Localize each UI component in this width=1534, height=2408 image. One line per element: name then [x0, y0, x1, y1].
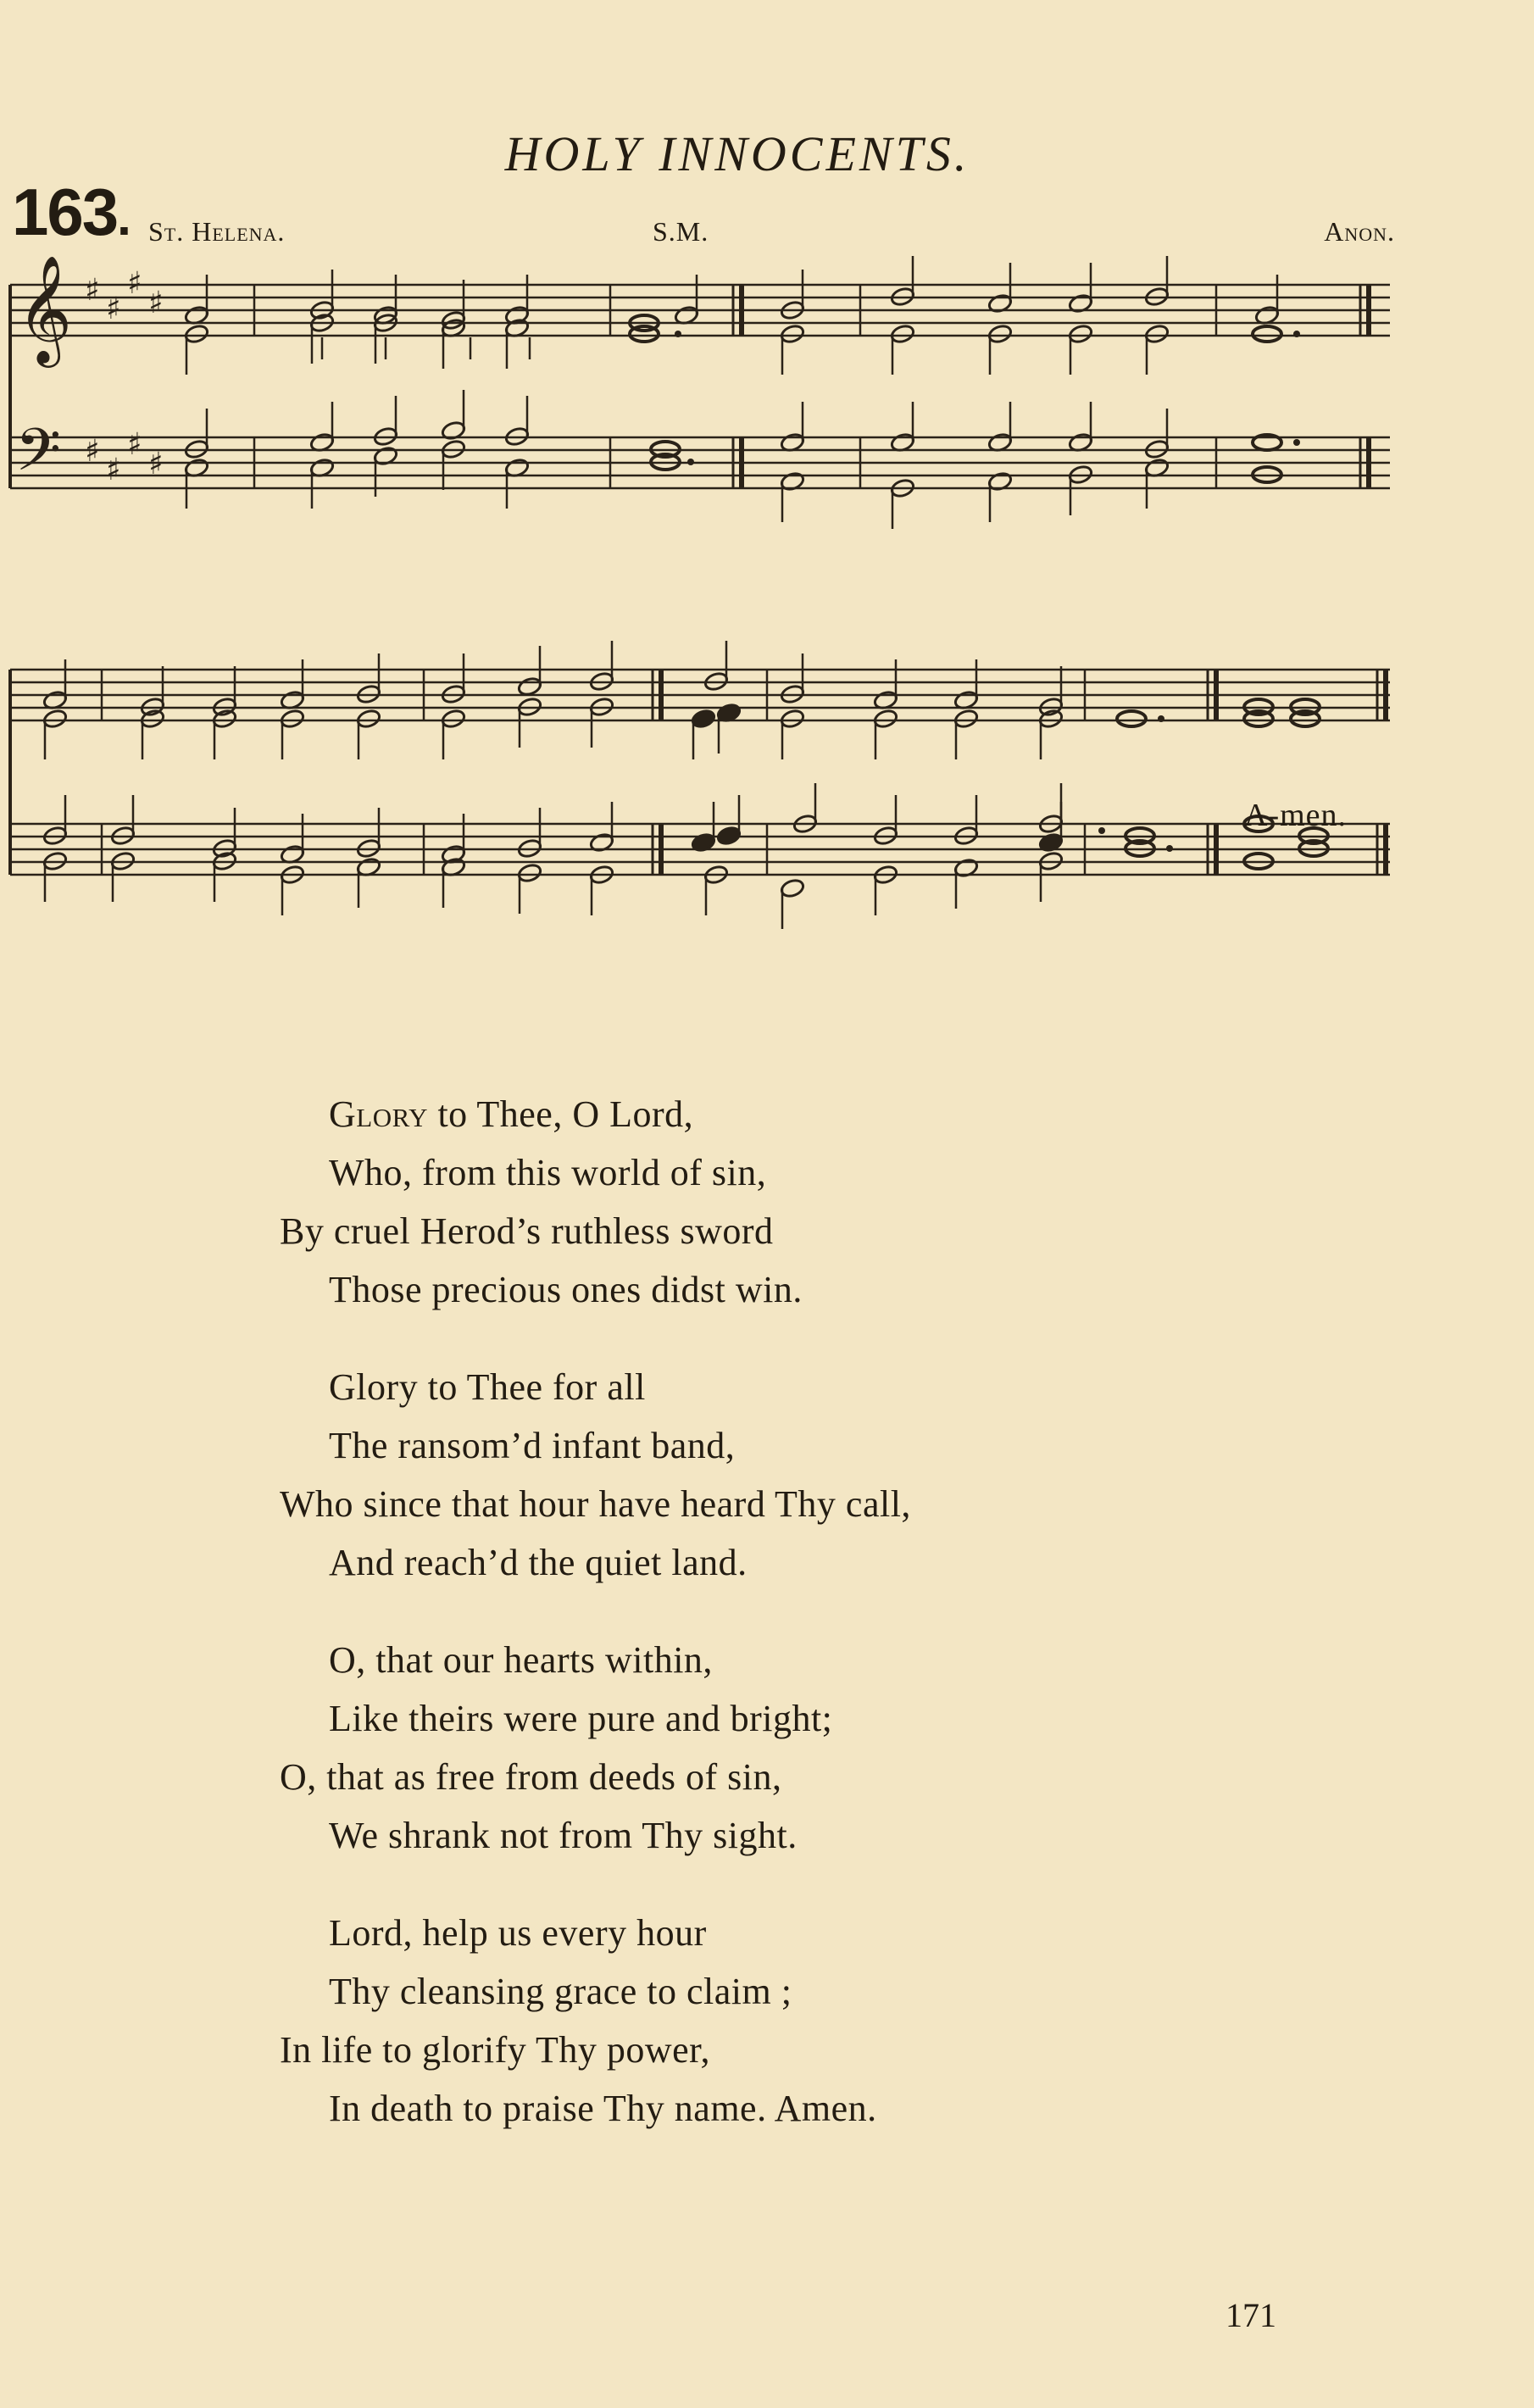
verse-text: O, that as free from deeds of sin,: [280, 1756, 782, 1798]
barlines: [10, 285, 1386, 875]
sharp-icon: ♯: [106, 292, 121, 326]
note: [1144, 256, 1170, 307]
note: [441, 318, 466, 369]
note: [674, 275, 699, 325]
note: [953, 709, 979, 759]
sharp-icon: ♯: [127, 427, 142, 462]
note: [441, 653, 466, 704]
note: [356, 653, 381, 704]
note: [780, 709, 805, 759]
verse-text: In death to praise Thy name. Amen.: [329, 2088, 877, 2129]
note: [1068, 324, 1093, 375]
verse-text: By cruel Herod’s ruthless sword: [280, 1210, 774, 1252]
verse-text: And reach’d the quiet land.: [329, 1542, 748, 1583]
verse-line: [280, 1143, 911, 1202]
note: [703, 641, 729, 692]
augmentation-dot: [1293, 439, 1300, 446]
note: [589, 641, 614, 692]
sharp-icon: ♯: [127, 266, 142, 301]
note: [691, 802, 716, 853]
augmentation-dot: [1158, 715, 1164, 722]
verse-text: Like theirs were pure and bright;: [329, 1698, 833, 1739]
section-title: HOLY INNOCENTS.: [504, 126, 970, 181]
note: [441, 439, 466, 490]
note: [441, 390, 466, 441]
note: [1254, 275, 1280, 325]
tune-name: St. Helena.: [148, 216, 286, 247]
note: [309, 402, 335, 453]
note: [780, 878, 805, 929]
composer: Anon.: [1324, 216, 1395, 247]
note: [280, 814, 305, 865]
note: [792, 783, 818, 834]
verse-text: We shrank not from Thy sight.: [329, 1815, 798, 1856]
note: [890, 256, 915, 307]
note: [1038, 783, 1064, 834]
stanza: [280, 1631, 911, 1865]
verse-line: [280, 1631, 911, 1689]
note: [589, 697, 614, 748]
augmentation-dot: [1098, 827, 1105, 834]
note: [212, 851, 237, 902]
sharp-icon: ♯: [106, 453, 121, 487]
verse-line: [280, 1748, 911, 1806]
note: [780, 270, 805, 320]
note: [716, 795, 742, 846]
hymn-number-value: 163: [12, 175, 118, 249]
note: [890, 478, 915, 529]
verse-text: to Thee, O Lord,: [427, 1093, 694, 1135]
verse-line: [280, 1689, 911, 1748]
note: [1144, 324, 1170, 375]
verse-text: Who since that hour have heard Thy call,: [280, 1483, 911, 1525]
verse-line: [280, 2021, 911, 2079]
note: [1038, 666, 1064, 717]
amen-label: A-men.: [1244, 798, 1348, 833]
note: [691, 709, 716, 759]
note: [1068, 464, 1093, 515]
note: [356, 709, 381, 759]
note: [953, 795, 979, 846]
note: [140, 666, 165, 717]
note: [890, 402, 915, 453]
note: [780, 653, 805, 704]
note: [212, 808, 237, 859]
note: [780, 471, 805, 522]
whole-note: [1253, 326, 1281, 342]
hymn-verses: [280, 1085, 911, 2177]
verse-line: [280, 1260, 911, 1319]
note: [987, 263, 1013, 314]
note: [1038, 709, 1064, 759]
note: [716, 703, 742, 754]
clefs: [15, 254, 163, 498]
note: [953, 659, 979, 710]
note: [184, 275, 209, 325]
note: [441, 709, 466, 759]
verse-text: O, that our hearts within,: [329, 1639, 713, 1681]
note: [1144, 409, 1170, 459]
whole-note: [1117, 711, 1146, 726]
augmentation-dot: [687, 459, 694, 465]
note: [780, 324, 805, 375]
verse-text: Lord, help us every hour: [329, 1912, 707, 1954]
verse-text: In life to glorify Thy power,: [280, 2029, 711, 2071]
augmentation-dot: [675, 331, 681, 337]
verse-line: [280, 2079, 911, 2138]
note: [873, 865, 898, 915]
verse-text: Those precious ones didst win.: [329, 1269, 803, 1310]
verse-text: The ransom’d infant band,: [329, 1425, 736, 1466]
hymn-number: [12, 174, 130, 251]
sharp-icon: ♯: [148, 447, 164, 481]
note: [280, 659, 305, 710]
note: [42, 851, 68, 902]
note: [356, 808, 381, 859]
stanza: [280, 1904, 911, 2138]
note: [589, 802, 614, 853]
note: [184, 409, 209, 459]
note: [953, 858, 979, 909]
verse-line: [280, 1085, 911, 1143]
verse-line: [280, 1202, 911, 1260]
note: [280, 865, 305, 915]
sharp-icon: ♯: [85, 434, 100, 469]
note: [504, 458, 530, 509]
augmentation-dot: [1293, 331, 1300, 337]
note: [42, 795, 68, 846]
meter: S.M.: [653, 216, 709, 247]
note: [373, 396, 398, 447]
verse-text: Who, from this world of sin,: [329, 1152, 767, 1193]
note: [517, 646, 542, 697]
note: [517, 697, 542, 748]
note: [42, 709, 68, 759]
verse-line: [280, 1533, 911, 1592]
verse-line: [280, 1475, 911, 1533]
verse-line: [280, 1904, 911, 1962]
note: [184, 324, 209, 375]
note: [890, 324, 915, 375]
verse-text: Glory to Thee for all: [329, 1366, 646, 1408]
notes: [42, 256, 1328, 929]
note: [1068, 402, 1093, 453]
note: [504, 275, 530, 325]
page-number: 171: [1226, 2296, 1276, 2334]
verse-text: Thy cleansing grace to claim ;: [329, 1971, 792, 2012]
note: [1144, 458, 1170, 509]
note: [504, 396, 530, 447]
note: [441, 857, 466, 908]
verse-line: [280, 1962, 911, 2021]
note: [110, 851, 136, 902]
stanza: [280, 1085, 911, 1319]
note: [1038, 851, 1064, 902]
note: [356, 857, 381, 908]
note: [987, 471, 1013, 522]
note: [517, 808, 542, 859]
verse-line: [280, 1416, 911, 1475]
sharp-icon: ♯: [148, 286, 164, 320]
note: [42, 659, 68, 710]
staff-lines: [10, 285, 1390, 875]
note: [589, 865, 614, 915]
note: [441, 814, 466, 865]
note: [140, 709, 165, 759]
bass-clef-icon: 𝄢: [15, 415, 62, 498]
note: [780, 402, 805, 453]
note: [504, 318, 530, 369]
note: [1068, 263, 1093, 314]
treble-clef-icon: 𝄞: [17, 254, 73, 363]
augmentation-dot: [1166, 845, 1173, 852]
note: [873, 659, 898, 710]
note: [280, 709, 305, 759]
note: [110, 795, 136, 846]
music-score: [0, 246, 1534, 1009]
hymn-number-period: .: [117, 189, 130, 246]
note: [873, 709, 898, 759]
note: [212, 709, 237, 759]
note: [987, 402, 1013, 453]
verse-line: [280, 1806, 911, 1865]
note: [309, 458, 335, 509]
verse-line: [280, 1358, 911, 1416]
note: [517, 863, 542, 914]
note: [184, 458, 209, 509]
note: [212, 666, 237, 717]
verse-lead-word: Glory: [329, 1093, 428, 1135]
note: [309, 270, 335, 320]
note: [703, 865, 729, 915]
stanza: [280, 1358, 911, 1592]
note: [873, 795, 898, 846]
note: [987, 324, 1013, 375]
sharp-icon: ♯: [85, 273, 100, 308]
